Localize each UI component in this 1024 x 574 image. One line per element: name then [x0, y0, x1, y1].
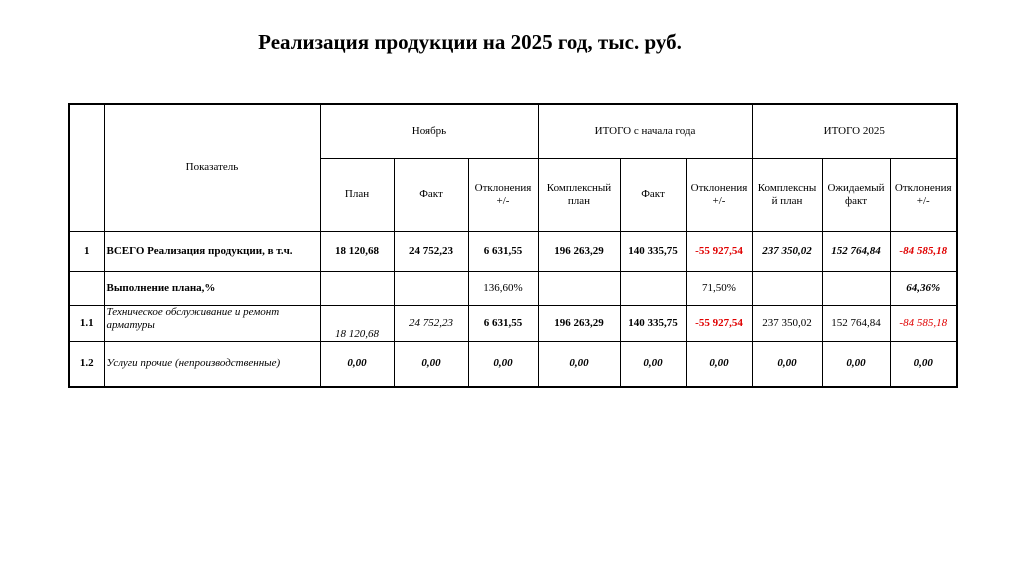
- row-label: Техническое обслуживание и ремонт арматуры: [104, 305, 320, 341]
- header-fact: Факт: [394, 158, 468, 231]
- row-number: [69, 271, 104, 305]
- header-group-ytd: ИТОГО с начала года: [538, 104, 752, 158]
- cell-fact-ytd: 140 335,75: [620, 305, 686, 341]
- cell-complex-plan-2025: [752, 271, 822, 305]
- cell-complex-plan: 196 263,29: [538, 305, 620, 341]
- cell-expected-fact: [822, 271, 890, 305]
- cell-complex-plan-2025: 0,00: [752, 341, 822, 387]
- cell-deviation-ytd: -55 927,54: [686, 231, 752, 271]
- page-title: Реализация продукции на 2025 год, тыс. руб.: [258, 30, 682, 54]
- cell-deviation-ytd: -55 927,54: [686, 305, 752, 341]
- header-complex-plan: Комплексный план: [538, 158, 620, 231]
- cell-deviation: 6 631,55: [468, 305, 538, 341]
- header-fact-ytd: Факт: [620, 158, 686, 231]
- cell-fact: 24 752,23: [394, 305, 468, 341]
- cell-expected-fact: 152 764,84: [822, 305, 890, 341]
- header-plan: План: [320, 158, 394, 231]
- cell-plan: 18 120,68: [320, 305, 394, 341]
- header-group-total-2025: ИТОГО 2025: [752, 104, 957, 158]
- cell-deviation-ytd: 0,00: [686, 341, 752, 387]
- header-deviation-ytd: Отклонения +/-: [686, 158, 752, 231]
- header-complex-plan-2025: Комплексны й план: [752, 158, 822, 231]
- table-row: [69, 231, 957, 271]
- cell-deviation: 0,00: [468, 341, 538, 387]
- row-label: ВСЕГО Реализация продукции, в т.ч.: [104, 231, 320, 271]
- cell-deviation: 6 631,55: [468, 231, 538, 271]
- table-row: [69, 271, 957, 305]
- row-label: Выполнение плана,%: [104, 271, 320, 305]
- cell-plan: [320, 271, 394, 305]
- header-expected-fact: Ожидаемый факт: [822, 158, 890, 231]
- cell-fact-ytd: 0,00: [620, 341, 686, 387]
- row-number: 1: [69, 231, 104, 271]
- cell-complex-plan-2025: 237 350,02: [752, 231, 822, 271]
- cell-expected-fact: 0,00: [822, 341, 890, 387]
- row-number: 1.1: [69, 305, 104, 341]
- cell-complex-plan: 0,00: [538, 341, 620, 387]
- cell-deviation-2025: -84 585,18: [890, 305, 957, 341]
- header-indicator: Показатель: [104, 104, 320, 231]
- row-label: Услуги прочие (непроизводственные): [104, 341, 320, 387]
- sales-table: [68, 103, 958, 388]
- header-group-november: Ноябрь: [320, 104, 538, 158]
- cell-fact-ytd: [620, 271, 686, 305]
- table-row: [69, 341, 957, 387]
- cell-complex-plan-2025: 237 350,02: [752, 305, 822, 341]
- header-deviation-2025: Отклонения +/-: [890, 158, 957, 231]
- header-no-cell: [69, 104, 104, 231]
- cell-fact: 24 752,23: [394, 231, 468, 271]
- cell-deviation-2025: -84 585,18: [890, 231, 957, 271]
- cell-complex-plan: [538, 271, 620, 305]
- cell-fact-ytd: 140 335,75: [620, 231, 686, 271]
- header-deviation-november: Отклонения +/-: [468, 158, 538, 231]
- cell-deviation: 136,60%: [468, 271, 538, 305]
- cell-deviation-2025: 64,36%: [890, 271, 957, 305]
- cell-fact: [394, 271, 468, 305]
- row-number: 1.2: [69, 341, 104, 387]
- cell-plan: 18 120,68: [320, 231, 394, 271]
- cell-complex-plan: 196 263,29: [538, 231, 620, 271]
- cell-deviation-2025: 0,00: [890, 341, 957, 387]
- cell-plan: 0,00: [320, 341, 394, 387]
- cell-expected-fact: 152 764,84: [822, 231, 890, 271]
- table-row: [69, 305, 957, 341]
- cell-deviation-ytd: 71,50%: [686, 271, 752, 305]
- cell-fact: 0,00: [394, 341, 468, 387]
